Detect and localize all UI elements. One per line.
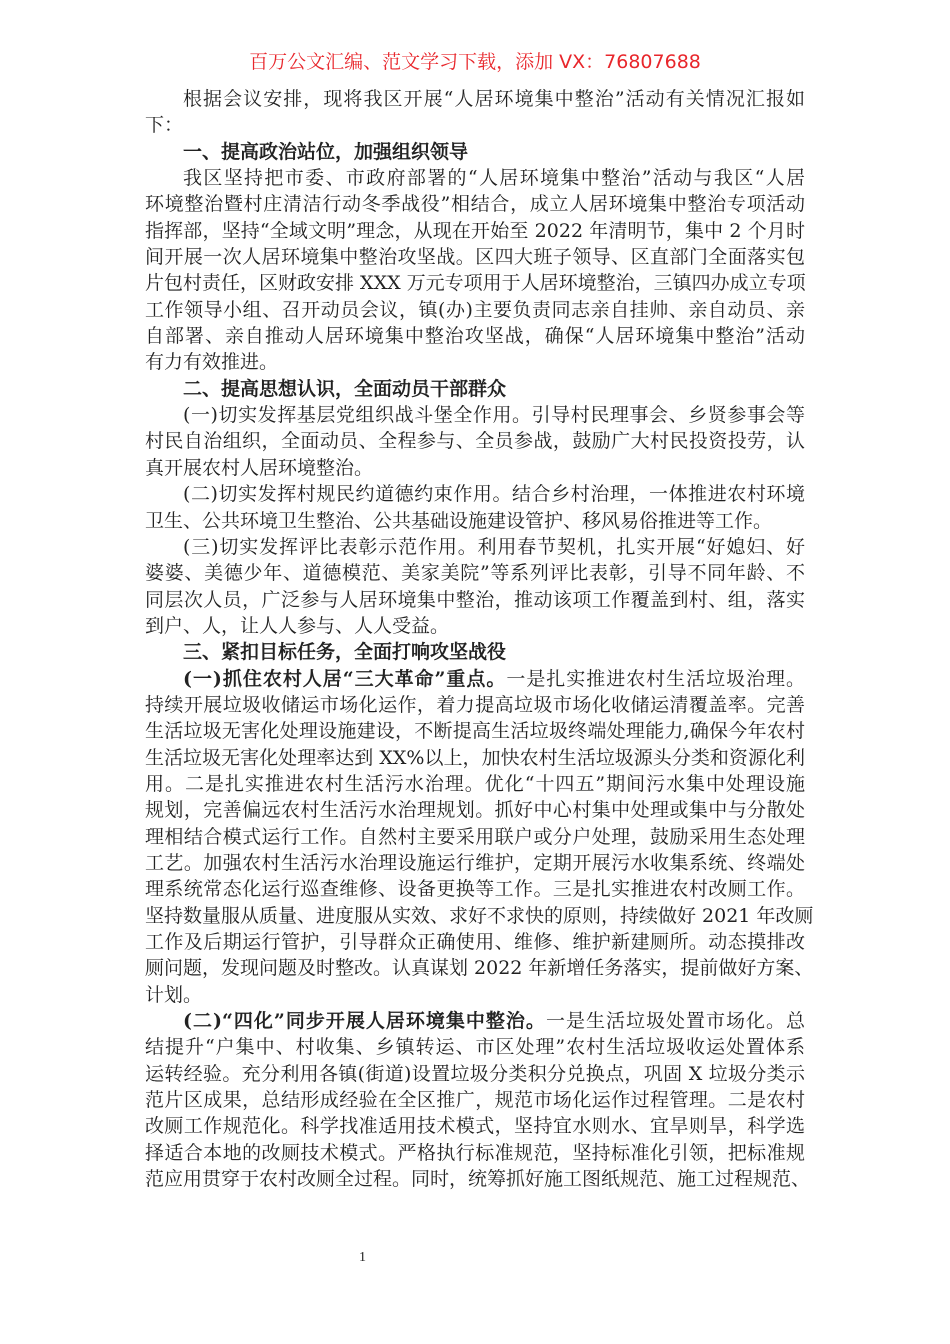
text-line: 理系统常态化运行巡查维修、设备更换等工作。三是扎实推进农村改厕工作。 xyxy=(145,878,805,901)
text-line: (二)切实发挥村规民约道德约束作用。结合乡村治理，一体推进农村环境 xyxy=(183,483,805,506)
text-line: 用。二是扎实推进农村生活污水治理。优化“十四五”期间污水集中处理设施 xyxy=(145,772,805,795)
text-line: 结提升“户集中、村收集、乡镇转运、市区处理”农村生活垃圾收运处置体系 xyxy=(145,1036,805,1059)
text-line: (一)切实发挥基层党组织战斗堡全作用。引导村民理事会、乡贤参事会等 xyxy=(183,404,805,427)
section-heading xyxy=(145,639,805,665)
text-line xyxy=(145,666,805,692)
text-line: 规划，完善偏远农村生活污水治理规划。抓好中心村集中处理或集中与分散处 xyxy=(145,799,805,822)
text-line: 范片区成果，总结形成经验在全区推广，规范市场化运作过程管理。二是农村 xyxy=(145,1089,805,1112)
text-line: 一、提高政治站位，加强组织领导 xyxy=(183,140,469,163)
text-line: 指挥部，坚持“全域文明”理念，从现在开始至 2022 年清明节，集中 2 个月时 xyxy=(145,219,805,242)
text-line: 同层次人员，广泛参与人居环境集中整治，推动该项工作覆盖到村、组，落实 xyxy=(145,588,805,611)
text-line: 自部署、亲自推动人居环境集中整治攻坚战，确保“人居环境集中整治”活动 xyxy=(145,325,805,348)
text-line: 运转经验。充分利用各镇(街道)设置垃圾分类积分兑换点，巩固 X 垃圾分类示 xyxy=(145,1062,805,1085)
text-line: 婆婆、美德少年、道德模范、美家美院”等系列评比表彰，引导不同年龄、不 xyxy=(145,562,805,585)
paragraph xyxy=(145,666,814,1008)
text-line: 村民自治组织，全面动员、全程参与、全员参战，鼓励广大村民投资投劳，认 xyxy=(145,430,805,453)
text-line: 卫生、公共环境卫生整治、公共基础设施建设管护、移风易俗推进等工作。 xyxy=(145,509,773,532)
text-line: 根据会议安排，现将我区开展“人居环境集中整治”活动有关情况汇报如 xyxy=(183,88,805,110)
text-line: 计划。 xyxy=(145,983,203,1006)
watermark-header: 百万公文汇编、范文学习下载，添加 VX：76807688 xyxy=(249,51,701,73)
text-line: 理相结合模式运行工作。自然村主要采用联户或分户处理，鼓励采用生态处理 xyxy=(145,825,805,848)
document-body xyxy=(145,86,814,1192)
text-line: 到户、人，让人人参与、人人受益。 xyxy=(145,614,450,637)
text-line: 生活垃圾无害化处理率达到 XX%以上，加快农村生活垃圾源头分类和资源化利 xyxy=(145,746,805,769)
text-line: 工艺。加强农村生活污水治理设施运行维护，定期开展污水收集系统、终端处 xyxy=(145,851,805,874)
text-line: 坚持数量服从质量、进度服从实效、求好不求快的原则，持续做好 2021 年改厕 xyxy=(145,904,814,927)
text-line: 工作及后期运行管护，引导群众正确使用、维修、维护新建厕所。动态摸排改 xyxy=(145,931,805,953)
text-line: 范应用贯穿于农村改厕全过程。同时，统筹抓好施工图纸规范、施工过程规范、 xyxy=(145,1168,811,1191)
paragraph xyxy=(145,86,805,139)
paragraph xyxy=(145,402,805,481)
text-line: 下： xyxy=(145,114,184,137)
text-line: 真开展农村人居环境整治。 xyxy=(145,456,374,479)
line-text: 一是生活垃圾处置市场化。总 xyxy=(545,1010,805,1033)
text-line: 改厕工作规范化。科学找准适用技术模式，坚持宜水则水、宜旱则旱，科学选 xyxy=(145,1115,805,1138)
paragraph xyxy=(145,165,805,376)
paragraph xyxy=(145,481,805,534)
text-line: 持续开展垃圾收储运市场化运作，着力提高垃圾市场化收储运清覆盖率。完善 xyxy=(145,693,805,716)
text-line: 二、提高思想认识，全面动员干部群众 xyxy=(183,377,507,400)
paragraph xyxy=(145,534,805,639)
text-line: 有力有效推进。 xyxy=(145,351,279,374)
text-line xyxy=(145,1008,805,1034)
bold-lead: (二)“四化”同步开展人居环境集中整治。 xyxy=(183,1010,546,1033)
text-line: 环境整治暨村庄清洁行动冬季战役”相结合，成立人居环境集中整治专项活动 xyxy=(145,193,805,216)
section-heading xyxy=(145,376,805,402)
paragraph xyxy=(145,1008,811,1192)
section-heading xyxy=(145,139,805,165)
bold-lead: (一)抓住农村人居“三大革命”重点。 xyxy=(183,667,507,690)
text-line: (三)切实发挥评比表彰示范作用。利用春节契机，扎实开展“好媳妇、好 xyxy=(183,535,805,558)
page-number: 1 xyxy=(359,1250,366,1265)
text-line: 间开展一次人居环境集中整治攻坚战。区四大班子领导、区直部门全面落实包 xyxy=(145,246,805,269)
line-text: 一是扎实推进农村生活垃圾治理。 xyxy=(506,667,805,690)
text-line: 择适合本地的改厕技术模式。严格执行标准规范，坚持标准化引领，把标准规 xyxy=(145,1141,805,1164)
text-line: 片包村责任，区财政安排 XXX 万元专项用于人居环境整治，三镇四办成立专项 xyxy=(145,272,806,295)
text-line: 三、紧扣目标任务，全面打响攻坚战役 xyxy=(183,641,507,664)
text-line: 我区坚持把市委、市政府部署的“人居环境集中整治”活动与我区“人居 xyxy=(183,167,805,190)
text-line: 生活垃圾无害化处理设施建设，不断提高生活垃圾终端处理能力,确保今年农村 xyxy=(145,720,805,743)
text-line: 工作领导小组、召开动员会议，镇(办)主要负责同志亲自挂帅、亲自动员、亲 xyxy=(145,298,805,321)
text-line: 厕问题，发现问题及时整改。认真谋划 2022 年新增任务落实，提前做好方案、 xyxy=(145,957,814,980)
